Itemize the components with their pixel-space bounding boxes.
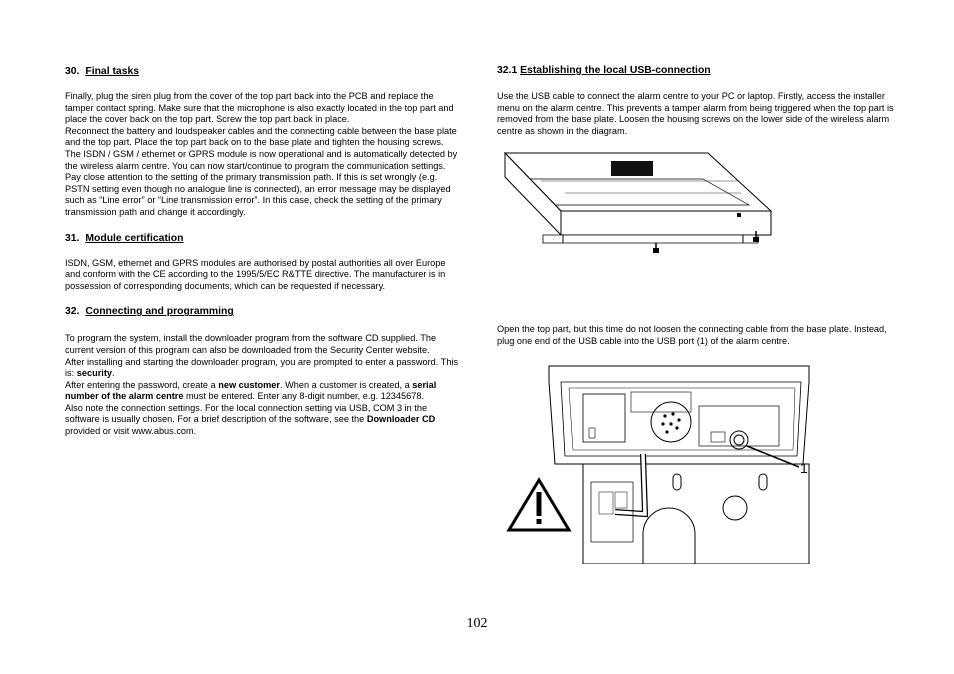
paragraph: After entering the password, create a new customer. When a customer is created, a serial number of the alarm centre must be entered. Enter any 8-digit number, e.g. 12345678. bbox=[65, 379, 437, 402]
section-30-body bbox=[65, 91, 460, 219]
paragraph: After installing and starting the downloader program, you are prompted to enter a password. This is: security. bbox=[65, 356, 459, 379]
section-32-body bbox=[65, 333, 460, 437]
section-number: 32.1 bbox=[497, 65, 518, 76]
page-number: 102 bbox=[466, 616, 488, 631]
section-31-heading bbox=[65, 232, 460, 245]
section-32-heading bbox=[65, 305, 460, 318]
right-column bbox=[497, 60, 897, 137]
paragraph: Use the USB cable to connect the alarm centre to your PC or laptop. Firstly, access the installer menu on the alarm centre. This prevents a tamper alarm from being triggered when the top part is removed from the base plate. Loosen the housing screws on the lower side of the wireless alarm centre as shown in the diagram. bbox=[497, 91, 894, 136]
warning-icon bbox=[509, 480, 569, 530]
section-32-1-body bbox=[497, 91, 897, 137]
section-title: Establishing the local USB-connection bbox=[520, 65, 711, 76]
housing-screws-diagram bbox=[503, 149, 773, 261]
section-31-body bbox=[65, 258, 460, 293]
section-title: Module certification bbox=[85, 232, 184, 244]
paragraph: ISDN, GSM, ethernet and GPRS modules are authorised by postal authorities all over Europe and conform with the CE according to the 1995/5/EC R&TTE directive. The manufacturer is in possession of corresponding documents, which can be requested if necessary. bbox=[65, 257, 446, 291]
section-32-1-heading bbox=[497, 64, 897, 77]
section-30-heading bbox=[65, 65, 460, 78]
left-column bbox=[65, 60, 460, 438]
paragraph: To program the system, install the downloader program from the software CD supplied. The current version of this program can also be downloaded from the Security Center website. bbox=[65, 333, 437, 355]
paragraph: The ISDN / GSM / ethernet or GPRS module is now operational and is automatically detected by the wireless alarm centre. You can now start/continue to program the communication settings. Pay close attention to the setting of the primary transmission path. If this is set wrongly (e.g. PSTN setting even though no analogue line is connected), an error message may be displayed such as “Line error” or “Line transmission error”. In this case, check the setting of the primary transmission path and change it accordingly. bbox=[65, 148, 458, 217]
screw-icon bbox=[653, 243, 659, 253]
section-title: Final tasks bbox=[85, 66, 140, 77]
section-title: Connecting and programming bbox=[85, 306, 234, 318]
section-number: 31. bbox=[65, 232, 80, 244]
usb-port-diagram bbox=[503, 364, 813, 564]
paragraph: Also note the connection settings. For the local connection setting via USB, COM 3 in the software is usually chosen. For a brief description of the software, see the Downloader CD provided or visit www.abus.com. bbox=[65, 402, 436, 437]
paragraph: Reconnect the battery and loudspeaker cables and the connecting cable between the base plate and the top part. Place the top part back on to the base plate and tighten the housing screws. bbox=[65, 125, 457, 148]
section-number: 30. bbox=[65, 66, 80, 77]
section-number: 32. bbox=[65, 306, 80, 318]
usb-instruction-text: Open the top part, but this time do not loosen the connecting cable from the base plate. Instead, plug one end of the USB cable into the USB port (1) of the alarm centre. bbox=[497, 324, 887, 346]
paragraph: Finally, plug the siren plug from the cover of the top part back into the PCB and replace the tamper contact spring. Make sure that the microphone is also exactly located in the top part and place the cover back on the top part. Screw the top part back in place. bbox=[65, 91, 454, 125]
usb-callout-label: 1 bbox=[800, 460, 808, 476]
